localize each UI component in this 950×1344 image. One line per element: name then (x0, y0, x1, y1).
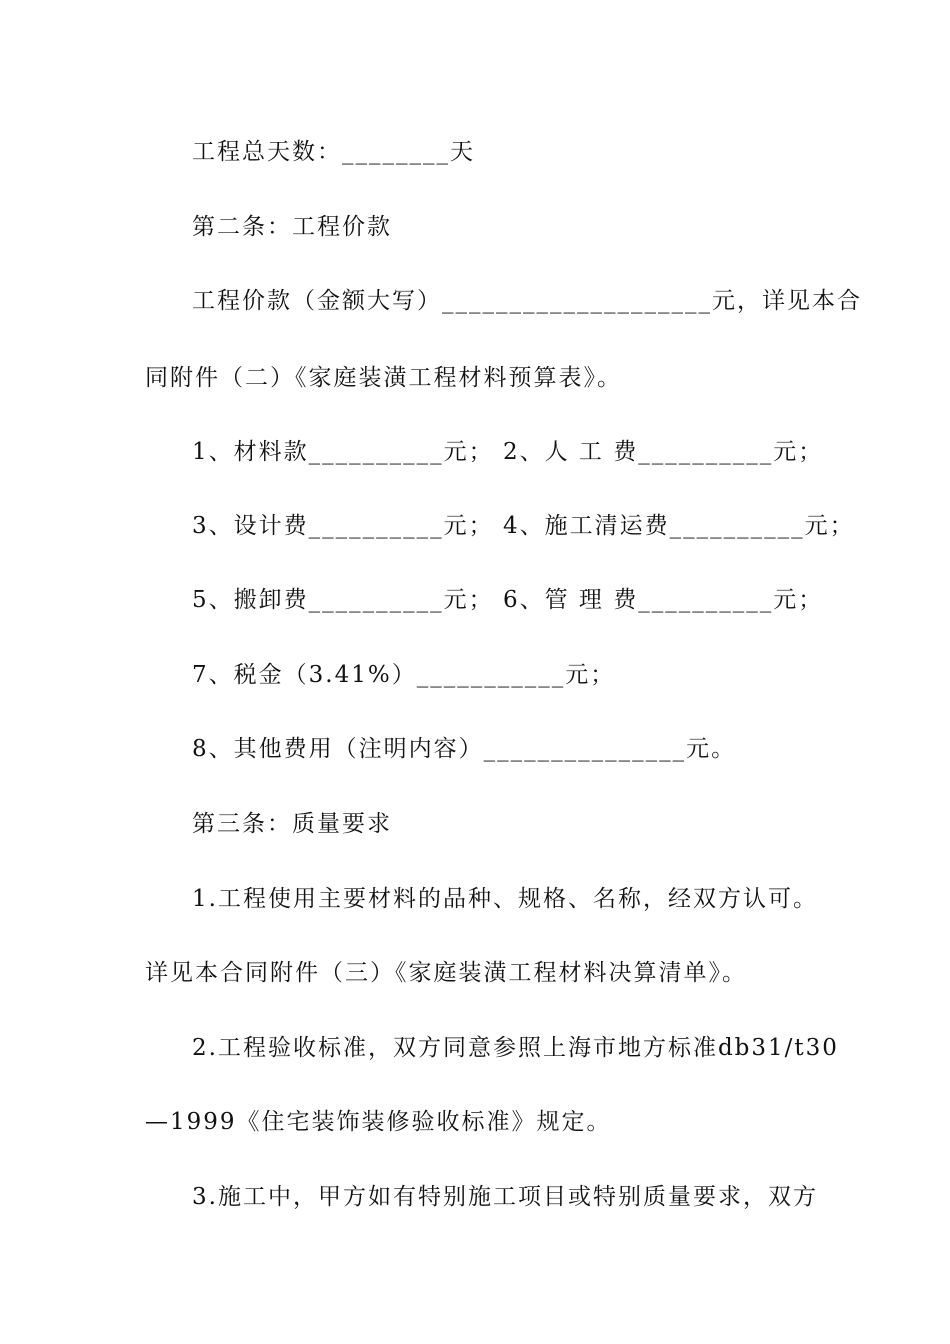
quality-item-2: 2.工程验收标准，双方同意参照上海市地方标准db31/t30 (192, 1035, 839, 1061)
quality-item-1-cont: 详见本合同附件（三）《家庭装潢工程材料决算清单》。 (145, 960, 747, 986)
quality-item-1: 1.工程使用主要材料的品种、规格、名称，经双方认可。 (192, 886, 818, 912)
article-3-heading: 第三条：质量要求 (192, 811, 392, 837)
fee-items-5-6: 5、搬卸费__________元； 6、管 理 费__________元； (192, 587, 824, 613)
fee-items-1-2: 1、材料款__________元； 2、人 工 费__________元； (192, 439, 824, 465)
fee-items-3-4: 3、设计费__________元； 4、施工清运费__________元； (192, 513, 855, 539)
project-price-line-cont: 同附件（二）《家庭装潢工程材料预算表》。 (145, 365, 622, 391)
quality-item-2-cont: —1999《住宅装饰装修验收标准》规定。 (145, 1109, 612, 1135)
quality-item-3: 3.施工中，甲方如有特别施工项目或特别质量要求，双方 (192, 1184, 818, 1210)
article-2-heading: 第二条：工程价款 (192, 214, 392, 240)
fee-item-7-tax: 7、税金（3.41%）___________元； (192, 662, 616, 688)
project-price-line: 工程价款（金额大写）____________________元，详见本合 (192, 288, 862, 314)
total-days-line: 工程总天数：________天 (192, 139, 475, 165)
fee-item-8-other: 8、其他费用（注明内容）_______________元。 (192, 736, 737, 762)
